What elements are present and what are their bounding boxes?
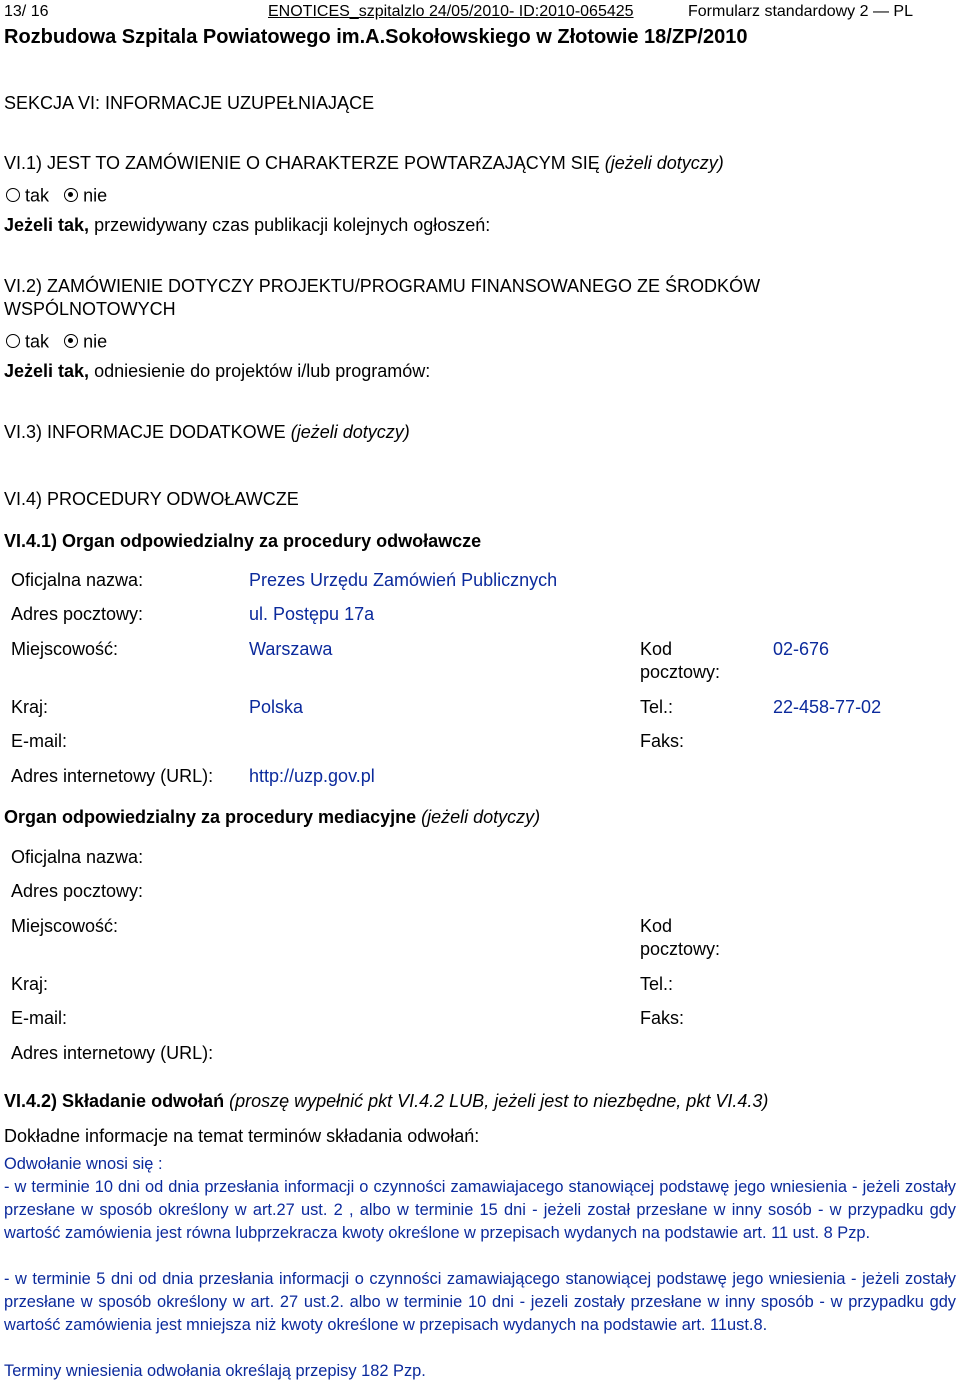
mediation-heading [4,806,540,828]
vi1-heading [4,152,724,174]
organ1-tel-value: 22-458-77-02 [773,697,882,717]
organ2-city-label: Miejscowość: [11,916,119,936]
organ2-address-label: Adres pocztowy: [11,881,144,901]
vi1-heading-text: VI.1) JEST TO ZAMÓWIENIE O CHARAKTERZE POWTARZAJĄCYM SIĘ [4,153,600,173]
organ1-address-value: ul. Postępu 17a [249,604,375,624]
vi3-heading-text: VI.3) INFORMACJE DODATKOWE [4,422,286,442]
vi2-heading-line1: VI.2) ZAMÓWIENIE DOTYCZY PROJEKTU/PROGRAMU FINANSOWANEGO ZE ŚRODKÓW [4,276,761,296]
organ2-email-label: E-mail: [11,1008,68,1028]
organ1-fax-label: Faks: [640,731,685,751]
vi1-radio-yes[interactable] [6,188,20,202]
vi2-followup-text: odniesienie do projektów i/lub programów: [89,361,431,381]
vi1-radio-no-label: nie [83,185,108,206]
organ1-postcode-label-2: pocztowy: [640,662,721,682]
vi1-radio-group [6,183,107,206]
organ2-tel-label: Tel.: [640,974,674,994]
vi2-followup [4,360,430,382]
details-intro: Odwołanie wnosi się : [4,1155,163,1173]
vi1-followup-text: przewidywany czas publikacji kolejnych ogłoszeń: [89,215,491,235]
organ1-postcode-label-1: Kod [640,639,673,659]
vi3-heading [4,421,410,443]
vi1-followup [4,214,490,236]
organ1-postcode-value: 02-676 [773,639,830,659]
details-paragraph-2: - w terminie 5 dni od dnia przesłania informacji o czynności zamawiającego stanowiącej podstawę jego wniesienia - jeżeli zostały przesłane w sposób określony w art. 27 ust.2. albo w terminie 10 dni - jezeli zostały przesłane w inny sposób - w przypadku gdy wartość zamówienia jest mniejsza niż kwoty określone w przepisach wydanych na podstawie art. 11ust.8. [4,1270,956,1334]
vi2-radio-no-label: nie [83,331,108,352]
details-paragraph-1: - w terminie 10 dni od dnia przesłania informacji o czynności zamawiajacego stanowiącej podstawę jego wniesienia - jeżeli zostały przesłane w sposób określony w art.27 ust. 2 , albo w terminie 15 dni - jeżeli został przesłane w inny sosób - w przypadku gdy wartość zamówienia jest równa lubprzekracza kwoty określone w przepisach wydanych na podstawie art. 11 ust. 8 Pzp. [4,1178,956,1242]
organ2-postcode-label-2: pocztowy: [640,939,721,959]
vi4-heading: VI.4) PROCEDURY ODWOŁAWCZE [4,489,299,509]
organ1-url-value[interactable]: http://uzp.gov.pl [249,766,375,786]
section-title: SEKCJA VI: INFORMACJE UZUPEŁNIAJĄCE [4,93,375,113]
vi42-heading-note: (proszę wypełnić pkt VI.4.2 LUB, jeżeli jest to niezbędne, pkt VI.4.3) [229,1091,769,1111]
organ1-address-label: Adres pocztowy: [11,604,144,624]
organ1-tel-label: Tel.: [640,697,674,717]
vi1-radio-no[interactable] [64,188,78,202]
vi2-radio-yes[interactable] [6,334,20,348]
vi1-radio-yes-label: tak [25,185,50,206]
details-label: Dokładne informacje na temat terminów składania odwołań: [4,1126,480,1146]
vi2-radio-no[interactable] [64,334,78,348]
document-title: Rozbudowa Szpitala Powiatowego im.A.Sokołowskiego w Złotowie 18/ZP/2010 [4,26,748,48]
organ1-email-label: E-mail: [11,731,68,751]
vi41-heading: VI.4.1) Organ odpowiedzialny za procedury odwoławcze [4,531,482,551]
details-final: Terminy wniesienia odwołania określają przepisy 182 Pzp. [4,1362,426,1380]
organ1-city-value: Warszawa [249,639,333,659]
organ2-country-label: Kraj: [11,974,49,994]
mediation-heading-note: (jeżeli dotyczy) [421,807,541,827]
vi1-heading-note: (jeżeli dotyczy) [604,153,724,173]
organ2-postcode-label-1: Kod [640,916,673,936]
vi2-heading-line2: WSPÓLNOTOWYCH [4,299,176,319]
organ1-name-value: Prezes Urzędu Zamówień Publicznych [249,570,558,590]
organ1-country-label: Kraj: [11,697,49,717]
vi42-heading-text: VI.4.2) Składanie odwołań [4,1091,225,1111]
organ1-url-label: Adres internetowy (URL): [11,766,214,786]
organ1-name-label: Oficjalna nazwa: [11,570,144,590]
organ2-url-label: Adres internetowy (URL): [11,1043,214,1063]
vi2-followup-bold: Jeżeli tak, [4,361,90,381]
mediation-heading-text: Organ odpowiedzialny za procedury mediacyjne [4,807,417,827]
vi2-radio-group [6,329,107,352]
organ2-name-label: Oficjalna nazwa: [11,847,144,867]
page-number: 13/ 16 [4,3,49,20]
vi2-radio-yes-label: tak [25,331,50,352]
notice-id: ENOTICES_szpitalzlo 24/05/2010- ID:2010-065425 [268,3,634,20]
organ2-fax-label: Faks: [640,1008,685,1028]
organ1-city-label: Miejscowość: [11,639,119,659]
vi3-heading-note: (jeżeli dotyczy) [290,422,410,442]
organ1-country-value: Polska [249,697,304,717]
vi42-heading [4,1090,768,1112]
vi1-followup-bold: Jeżeli tak, [4,215,90,235]
form-type: Formularz standardowy 2 — PL [688,3,913,20]
